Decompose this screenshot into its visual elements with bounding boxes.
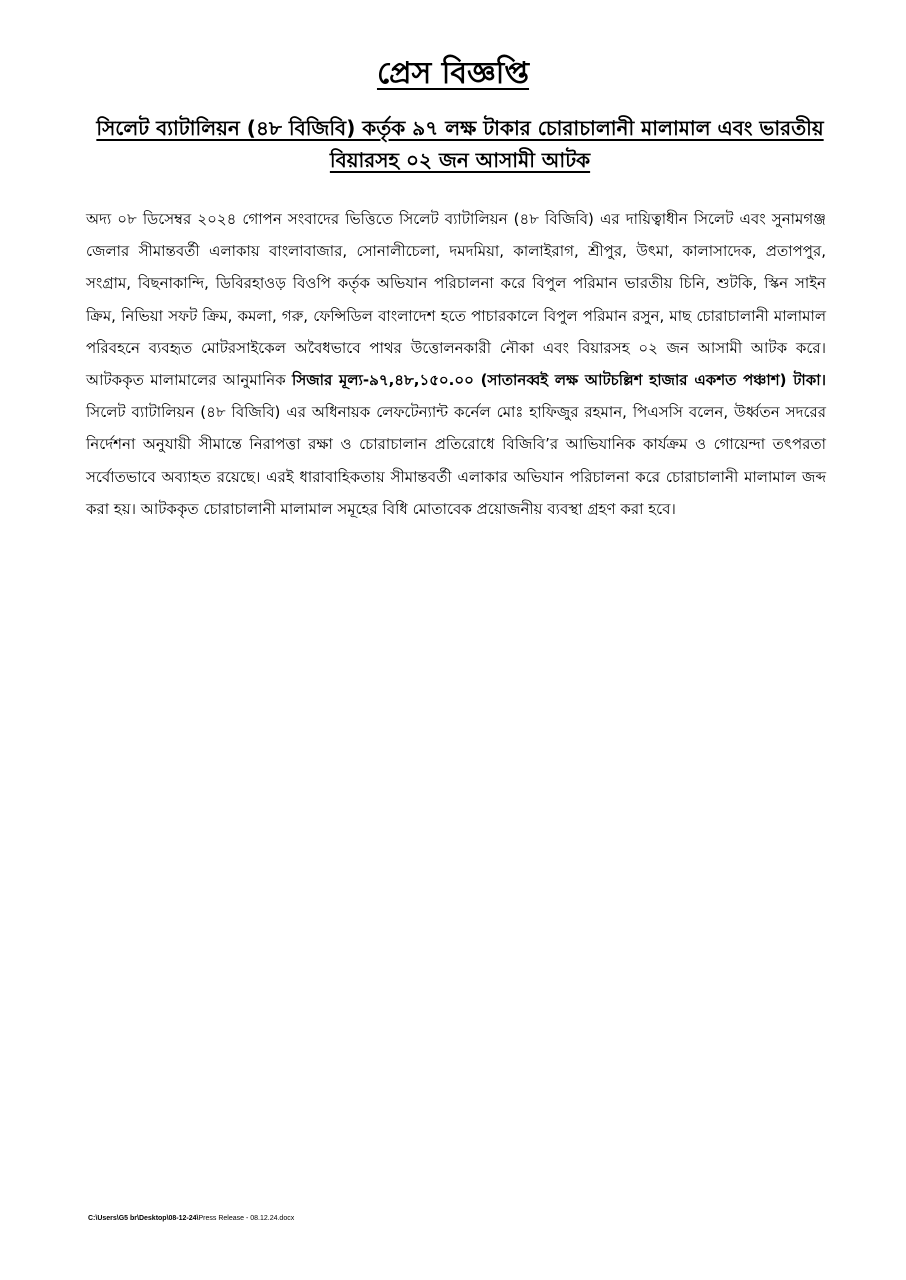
- body-paragraph: [86, 203, 826, 525]
- file-path-filename: Press Release - 08.12.24.docx: [198, 1215, 295, 1222]
- file-path-directory: C:\Users\G5 br\Desktop\08-12-24\: [88, 1215, 199, 1222]
- file-path-footer: [88, 1214, 294, 1224]
- press-release-headline-text: সিলেট ব্যাটালিয়ন (৪৮ বিজিবি) কর্তৃক ৯৭ লক্ষ টাকার চোরাচালানী মালামাল এবং ভারতীয় বিয়ারসহ ০২ জন আসামী আটক: [96, 116, 824, 172]
- press-release-headline: [80, 112, 840, 176]
- document-title: [0, 52, 906, 96]
- seizure-value-text: সিজার মূল্য-৯৭,৪৮,১৫০.০০ (সাতানব্বই লক্ষ আটচল্লিশ হাজার একশত পঞ্চাশ) টাকা।: [292, 371, 826, 390]
- body-text-part-1: অদ্য ০৮ ডিসেম্বর ২০২৪ গোপন সংবাদের ভিত্তিতে সিলেট ব্যাটালিয়ন (৪৮ বিজিবি) এর দায়িত্বাধীন সিলেট এবং সুনামগঞ্জ জেলার সীমান্তবর্তী এলাকায় বাংলাবাজার, সোনালীচেলা, দমদমিয়া, কালাইরাগ, শ্রীপুর, উৎমা, কালাসাদেক, প্রতাপপুর, সংগ্রাম, বিছনাকান্দি, ডিবিরহাওড় বিওপি কর্তৃক অভিযান পরিচালনা করে বিপুল পরিমান ভারতীয় চিনি, শুটকি, স্কিন সাইন ক্রিম, নিভিয়া সফট ক্রিম, কমলা, গরু, ফেন্সিডিল বাংলাদেশ হতে পাচারকালে বিপুল পরিমান রসুন, মাছ চোরাচালানী মালামাল পরিবহনে ব্যবহৃত মোটরসাইকেল অবৈধভাবে পাথর উত্তোলনকারী নৌকা এবং বিয়ারসহ ০২ জন আসামী আটক করে। আটককৃত মালামালের আনুমানিক: [86, 210, 826, 390]
- document-title-text: প্রেস বিজ্ঞপ্তি: [376, 56, 530, 91]
- body-text-part-2: সিলেট ব্যাটালিয়ন (৪৮ বিজিবি) এর অধিনায়ক লেফটেন্যান্ট কর্নেল মোঃ হাফিজুর রহমান, পিএসসি বলেন, উর্ধ্বতন সদরের নির্দেশনা অনুযায়ী সীমান্তে নিরাপত্তা রক্ষা ও চোরাচালান প্রতিরোধে বিজিবি’র আভিযানিক কার্যক্রম ও গোয়েন্দা তৎপরতা সর্বোতভাবে অব্যাহত রয়েছে। এরই ধারাবাহিকতায় সীমান্তবর্তী এলাকার অভিযান পরিচালনা করে চোরাচালানী মালামাল জব্দ করা হয়। আটককৃত চোরাচালানী মালামাল সমূহের বিধি মোতাবেক প্রয়োজনীয় ব্যবস্থা গ্রহণ করা হবে।: [86, 403, 826, 518]
